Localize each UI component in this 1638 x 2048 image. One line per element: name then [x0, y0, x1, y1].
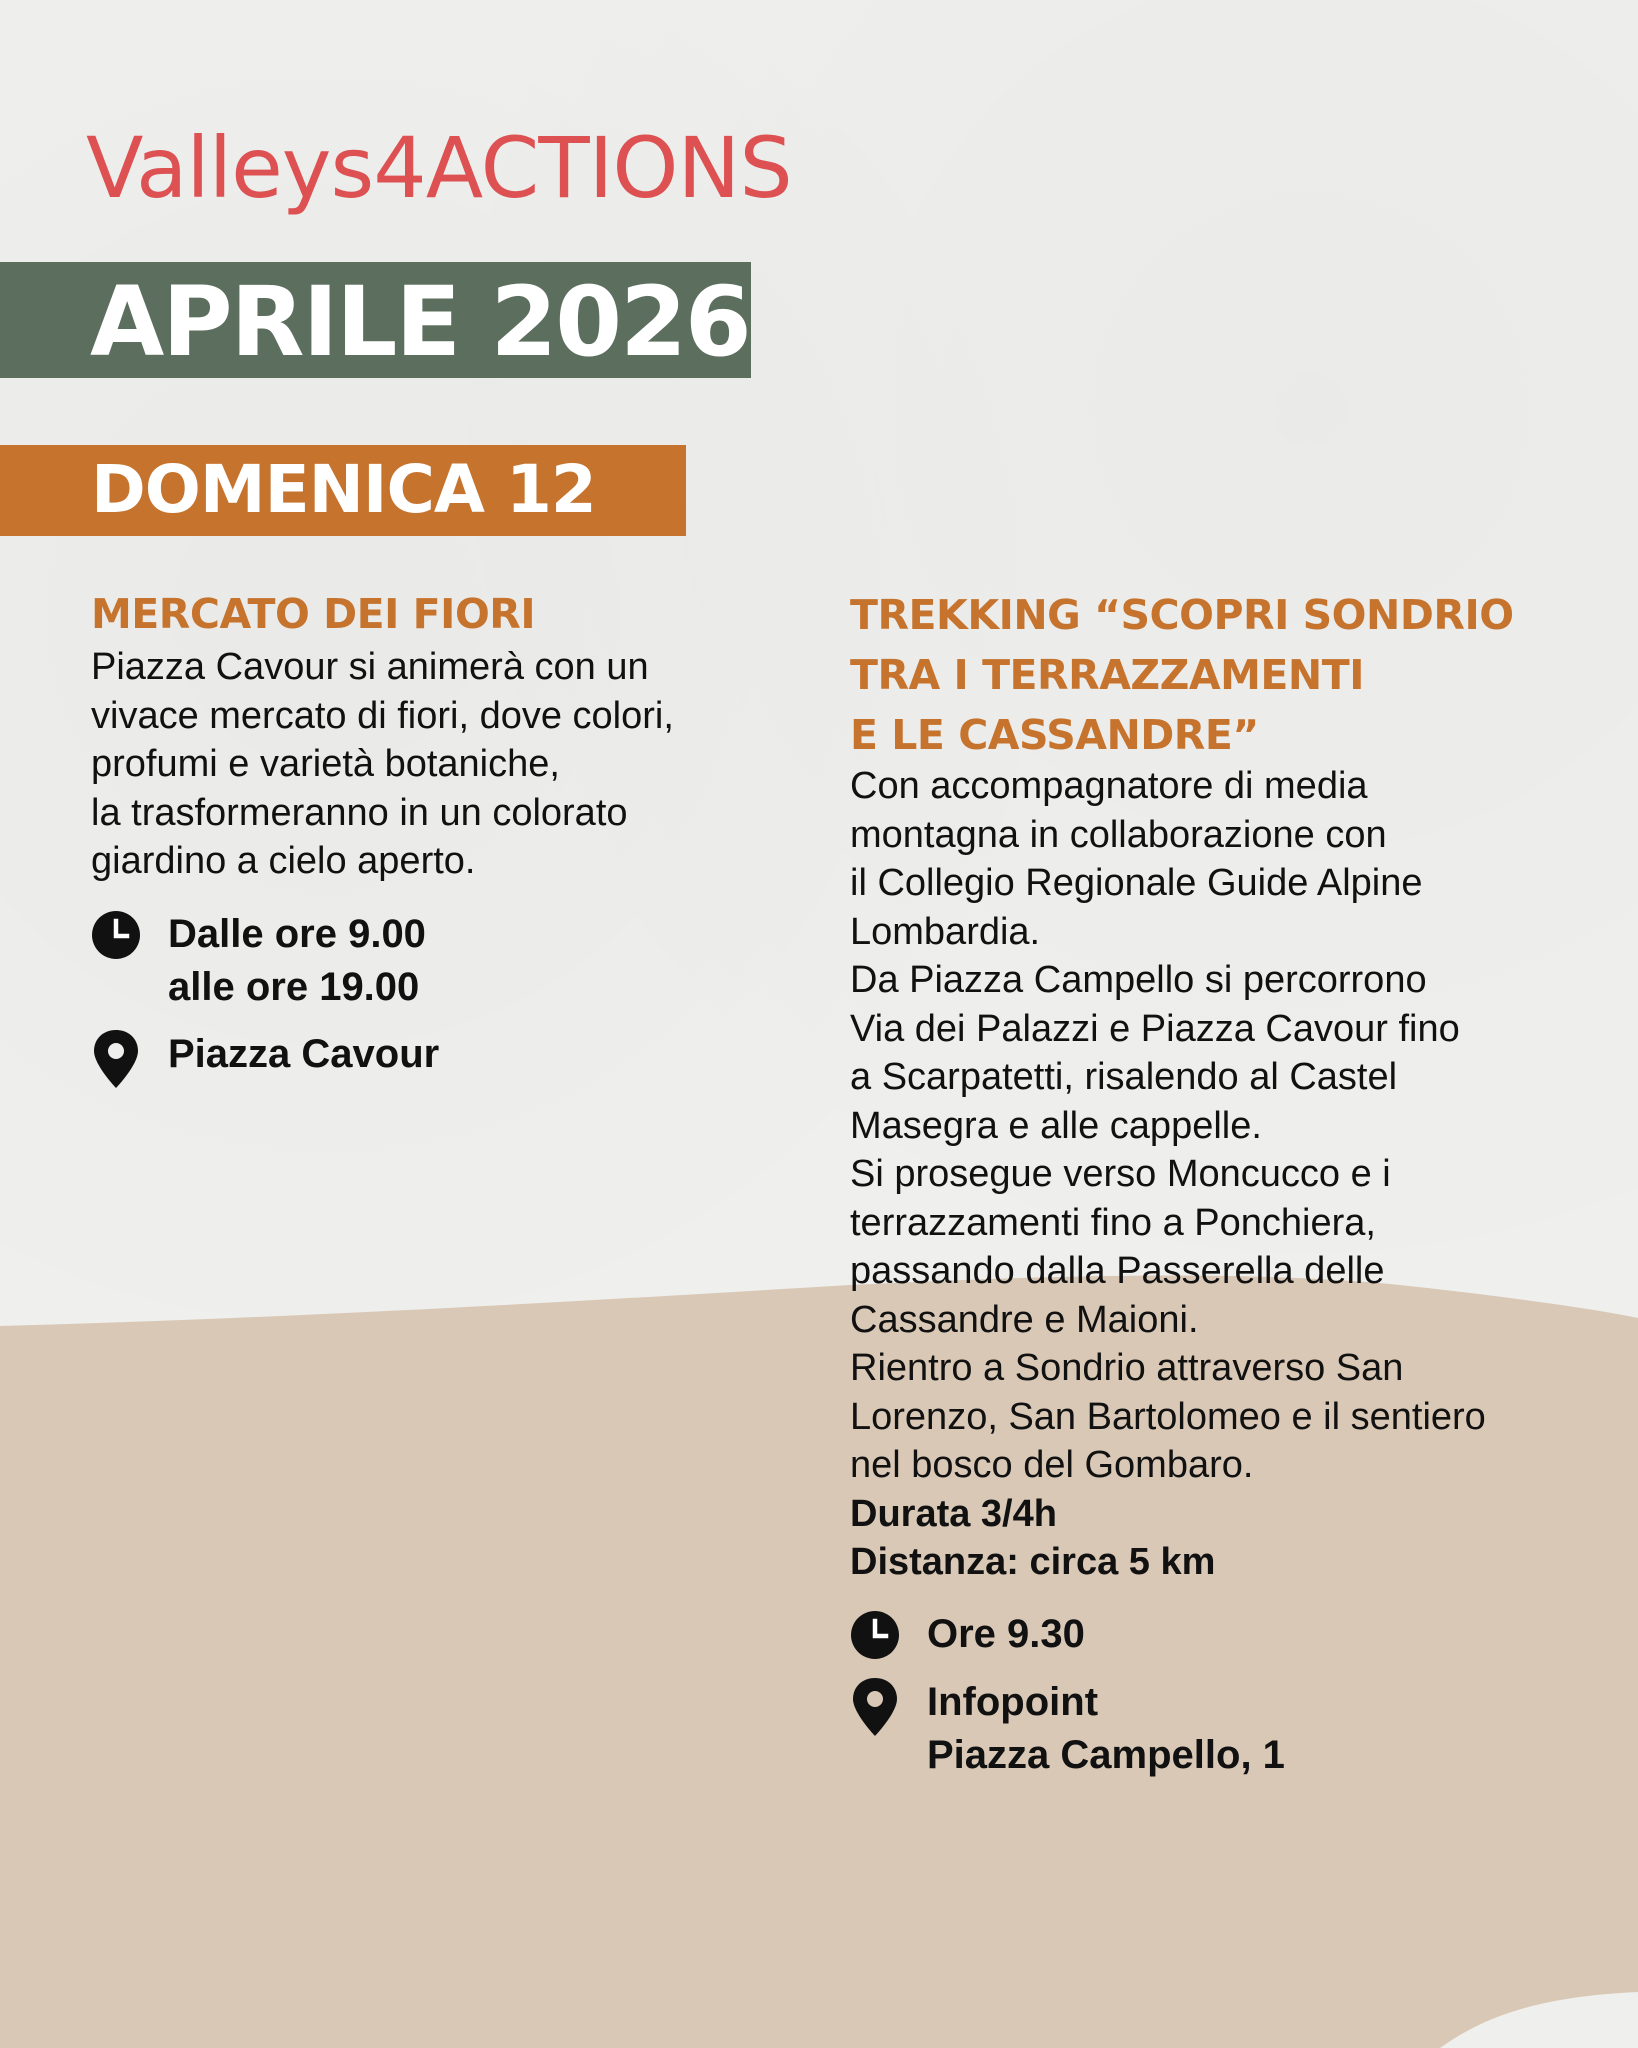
duration-text: Durata 3/4h: [850, 1492, 1057, 1535]
event-title-line: MERCATO DEI FIORI: [91, 590, 536, 638]
month-banner: [0, 262, 751, 378]
place-text: [168, 1028, 439, 1081]
description-line: Via dei Palazzi e Piazza Cavour fino: [850, 1007, 1460, 1050]
day-label: DOMENICA 12: [91, 451, 596, 528]
time-text: [168, 908, 426, 1014]
place-line: Piazza Campello, 1: [927, 1733, 1285, 1777]
month-label: APRILE 2026: [90, 266, 750, 378]
description-line: Lombardia.: [850, 910, 1041, 953]
description-line: profumi e varietà botaniche,: [91, 743, 560, 785]
event-place-market: [91, 1028, 439, 1090]
event-time-market: [91, 908, 426, 1014]
time-line: Dalle ore 9.00: [168, 912, 426, 956]
map-pin-icon: [91, 1028, 141, 1090]
event-time-trekking: [850, 1608, 1085, 1664]
place-line: Infopoint: [927, 1680, 1099, 1724]
place-line: Piazza Cavour: [168, 1032, 440, 1076]
description-line: Si prosegue verso Moncucco e i: [850, 1153, 1391, 1195]
event-description-market: [91, 643, 674, 886]
event-title-line: TRA I TERRAZZAMENTI: [850, 651, 1364, 699]
clock-icon: [91, 908, 141, 964]
description-line: Da Piazza Campello si percorrono: [850, 959, 1427, 1001]
description-line: Masegra e alle cappelle.: [850, 1104, 1262, 1147]
event-title-market: [91, 584, 535, 644]
description-line: Rientro a Sondrio attraverso San: [850, 1347, 1404, 1389]
map-pin-icon: [850, 1676, 900, 1738]
description-line: giardino a cielo aperto.: [91, 840, 476, 882]
time-text: [927, 1608, 1085, 1661]
description-line: Lorenzo, San Bartolomeo e il sentiero: [850, 1395, 1486, 1438]
description-line: terrazzamenti fino a Ponchiera,: [850, 1201, 1376, 1244]
description-line: nel bosco del Gombaro.: [850, 1444, 1254, 1486]
description-line: Piazza Cavour si animerà con un: [91, 646, 649, 688]
time-line: alle ore 19.00: [168, 965, 420, 1009]
place-text: [927, 1676, 1285, 1782]
distance-text: Distanza: circa 5 km: [850, 1541, 1216, 1583]
event-title-line: TREKKING “SCOPRI SONDRIO: [850, 591, 1514, 639]
description-line: la trasformeranno in un colorato: [91, 791, 628, 834]
description-line: vivace mercato di fiori, dove colori,: [91, 694, 674, 737]
clock-icon: [850, 1608, 900, 1664]
brand-title: Valleys4ACTIONS: [86, 119, 792, 217]
description-line: Con accompagnatore di media: [850, 765, 1368, 807]
description-line: Cassandre e Maioni.: [850, 1298, 1199, 1341]
description-line: a Scarpatetti, risalendo al Castel: [850, 1056, 1398, 1098]
description-line: il Collegio Regionale Guide Alpine: [850, 862, 1423, 904]
time-line: Ore 9.30: [927, 1612, 1085, 1656]
description-line: montagna in collaborazione con: [850, 813, 1387, 856]
event-title-trekking: [850, 585, 1514, 765]
event-title-line: E LE CASSANDRE”: [850, 711, 1259, 759]
event-place-trekking: [850, 1676, 1285, 1782]
event-description-trekking: [850, 762, 1486, 1587]
day-banner: [0, 445, 686, 536]
description-line: passando dalla Passerella delle: [850, 1250, 1385, 1292]
